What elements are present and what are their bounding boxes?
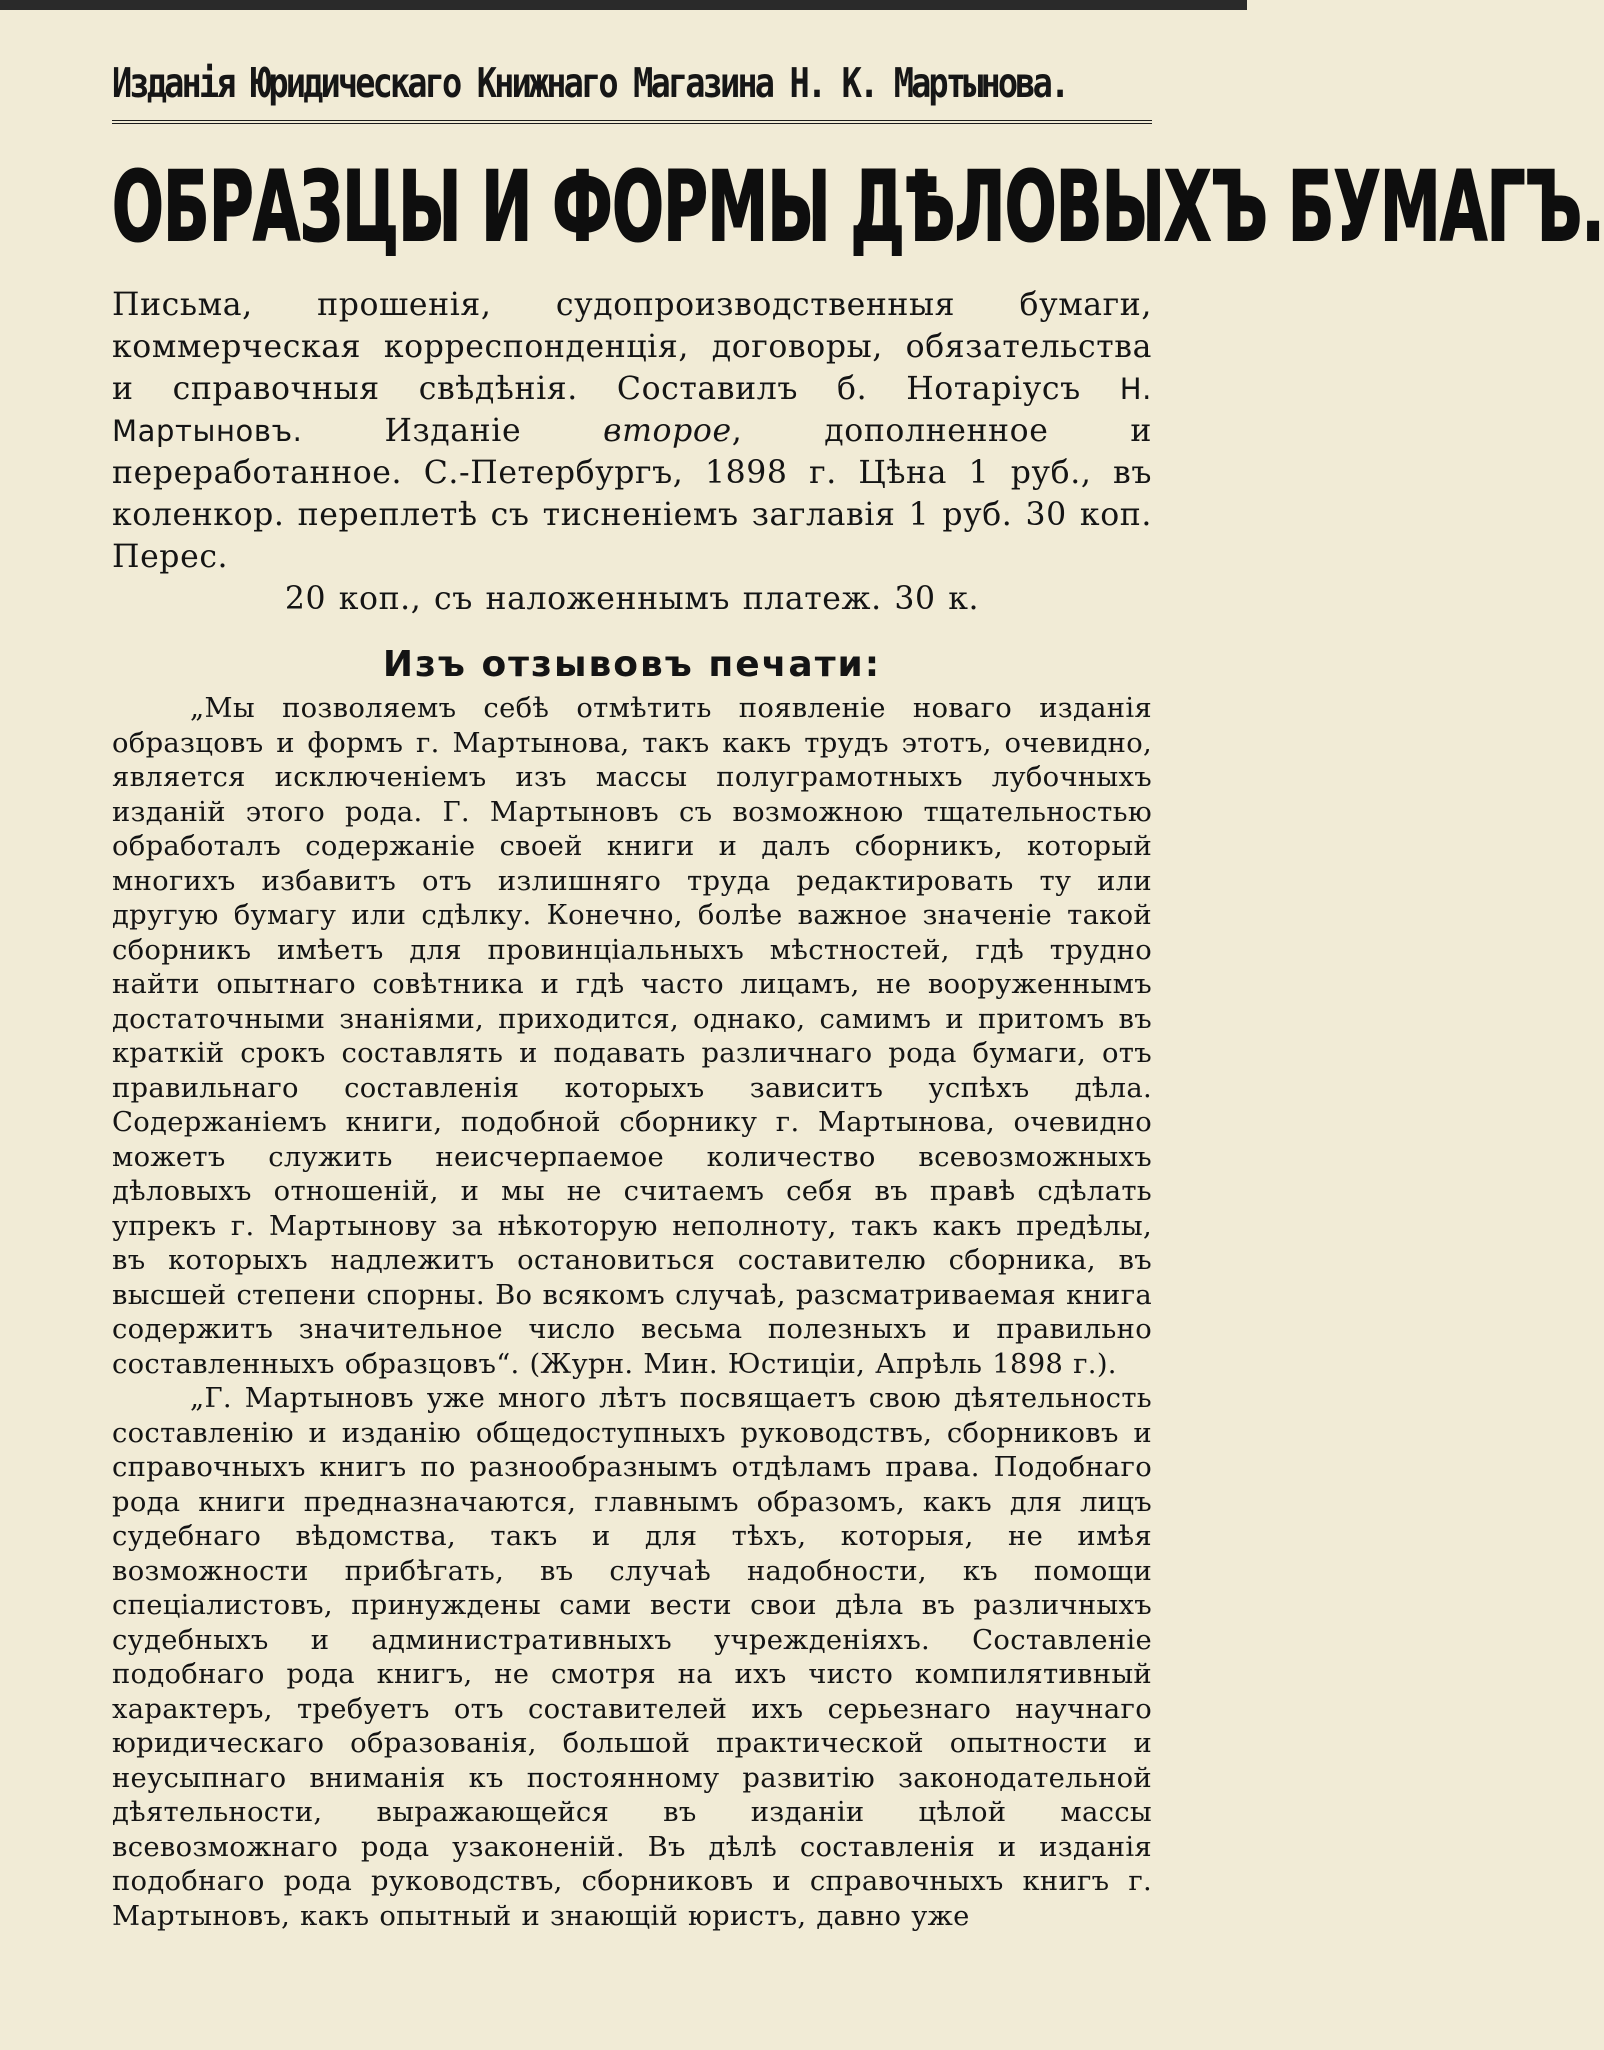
- review-paragraph: [112, 1382, 1152, 1934]
- review-text: „Г. Мартыновъ уже много лѣтъ посвящаетъ свою дѣятельность составленію и изданію общедоступныхъ руководствъ, сборниковъ и справочныхъ книгъ по разнообразнымъ отдѣламъ права. Подобнаго рода книги предназначаются, главнымъ образомъ, какъ для лицъ судебнаго вѣдомства, такъ и для тѣхъ, которыя, не имѣя возможности прибѣгать, въ случаѣ надобности, къ помощи спеціалистовъ, принуждены сами вести свои дѣла въ различныхъ судебныхъ и административныхъ учрежденіяхъ. Составленіе подобнаго рода книгъ, не смотря на ихъ чисто компилятивный характеръ, требуетъ отъ составителей ихъ серьезнаго научнаго юридическаго образованія, большой практической опытности и неусыпнаго вниманія къ постоянному развитію законодательной дѣятельности, выражающейся въ изданіи цѣлой массы всевозможнаго рода узаконеній. Въ дѣлѣ составленія и изданія подобнаго рода руководствъ, сборниковъ и справочныхъ книгъ г. Мартыновъ, какъ опытный и знающій юристъ, давно уже: [112, 1383, 1152, 1932]
- review-source: (Журн. Мин. Юстиціи, Апрѣль 1898 г.).: [529, 1348, 1117, 1380]
- author-name: Н. Мартыновъ.: [112, 372, 1152, 448]
- publisher-divider: [112, 120, 1152, 124]
- page-content: [112, 48, 1604, 1934]
- top-border-rule: [0, 0, 1247, 10]
- description-text-2: Изданіе: [302, 413, 604, 449]
- description-last-line: 20 коп., съ наложеннымъ платеж. 30 к.: [284, 581, 980, 617]
- publisher-line: Изданія Юридическаго Книжнаго Магазина Н. К. Мартынова.: [112, 59, 1068, 107]
- reviews-heading: Изъ отзывовъ печати:: [382, 644, 882, 685]
- description-text-3: , дополненное и переработанное. С.-Петербургъ, 1898 г. Цѣна 1 руб., въ коленкор. переплетѣ съ тисненіемъ заглавія 1 руб. 30 коп. Перес.: [112, 413, 1152, 575]
- main-title: ОБРАЗЦЫ И ФОРМЫ ДѢЛОВЫХЪ БУМАГЪ.: [112, 151, 1604, 263]
- description-text-1: Письма, прошенія, судопроизводственныя бумаги, коммерческая корреспонденція, договоры, обязательства и справочныя свѣдѣнія. Составилъ б. Нотаріусъ: [112, 287, 1152, 407]
- book-description: [112, 284, 1152, 620]
- review-paragraph: [112, 692, 1152, 1382]
- edition-label: второе: [603, 413, 732, 449]
- review-text: „Мы позволяемъ себѣ отмѣтить появленіе новаго изданія образцовъ и формъ г. Мартынова, такъ какъ трудъ этотъ, очевидно, является исключеніемъ изъ массы полуграмотныхъ лубочныхъ изданій этого рода. Г. Мартыновъ съ возможною тщательностью обработалъ содержаніе своей книги и далъ сборникъ, который многихъ избавитъ отъ излишняго труда редактировать ту или другую бумагу или сдѣлку. Конечно, болѣе важное значеніе такой сборникъ имѣетъ для провинціальныхъ мѣстностей, гдѣ трудно найти опытнаго совѣтника и гдѣ часто лицамъ, не вооруженнымъ достаточными знаніями, приходится, однако, самимъ и притомъ въ краткій срокъ составлять и подавать различнаго рода бумаги, отъ правильнаго составленія которыхъ зависитъ успѣхъ дѣла. Содержаніемъ книги, подобной сборнику г. Мартынова, очевидно можетъ служить неисчерпаемое количество всевозможныхъ дѣловыхъ отношеній, и мы не считаемъ себя въ правѣ сдѣлать упрекъ г. Мартынову за нѣкоторую неполноту, такъ какъ предѣлы, въ которыхъ надлежитъ остановиться составителю сборника, въ высшей степени спорны. Во всякомъ случаѣ, разсматриваемая книга содержитъ значительное число весьма полезныхъ и правильно составленныхъ образцовъ“.: [112, 693, 1152, 1380]
